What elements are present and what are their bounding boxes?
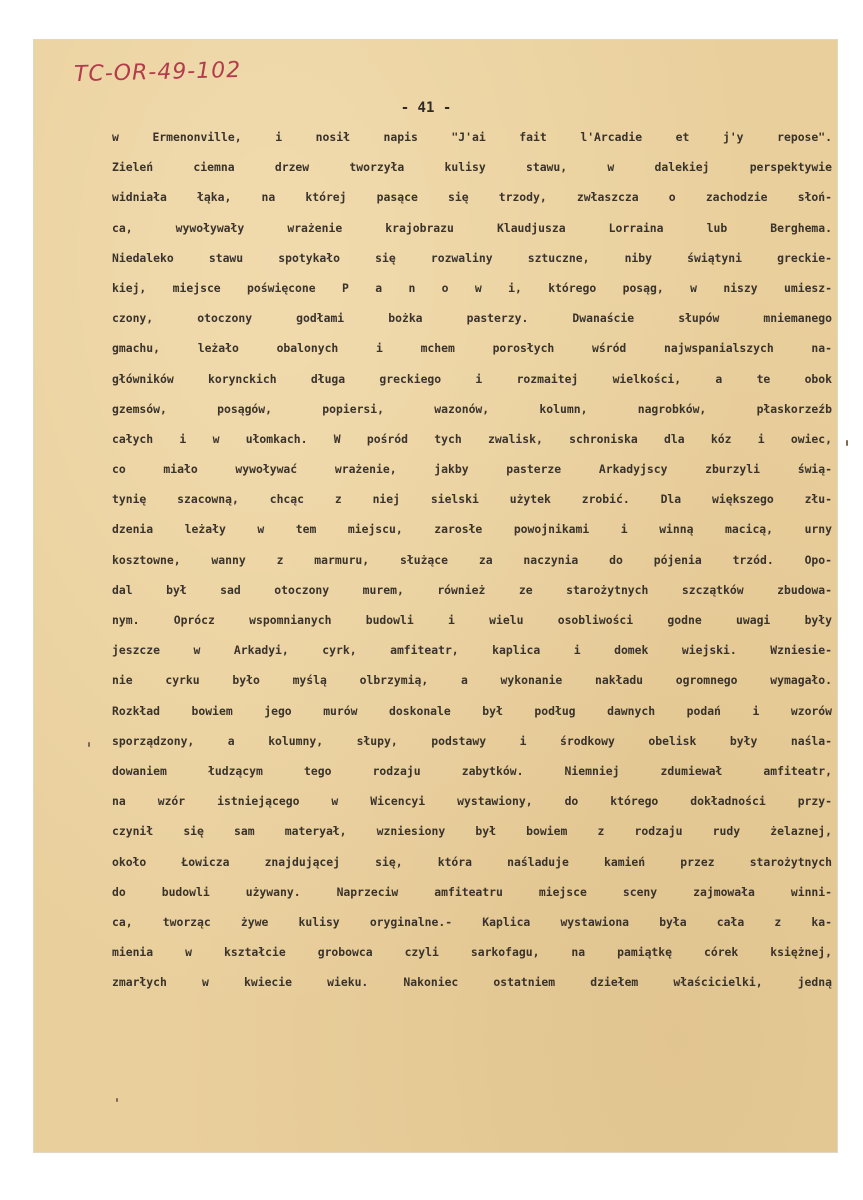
text-line: kosztowne, wanny z marmuru, służące za naczynia do pójenia trzód. Opo- bbox=[112, 552, 832, 567]
text-line: nym. Oprócz wspomnianych budowli i wielu osobliwości godne uwagi były bbox=[112, 613, 832, 627]
text-line: nie cyrku było myślą olbrzymią, a wykonanie nakładu ogromnego wymagało. bbox=[112, 673, 832, 688]
text-line: gmachu, leżało obalonych i mchem porosłych wśród najwspanialszych na- bbox=[112, 341, 832, 356]
document-page bbox=[34, 40, 837, 1152]
paper-speck bbox=[88, 742, 90, 747]
text-line: do budowli używany. Naprzeciw amfiteatru miejsce sceny zajmowała winni- bbox=[112, 884, 832, 899]
text-line: widniała łąka, na której pasące się trzody, zwłaszcza o zachodzie słoń- bbox=[112, 190, 832, 205]
text-line: gzemsów, posągów, popiersi, wazonów, kolumn, nagrobków, płaskorzeźb bbox=[112, 401, 832, 416]
text-line: około Łowicza znajdującej się, która naśladuje kamień przez starożytnych bbox=[112, 854, 832, 869]
text-line: ca, tworząc żywe kulisy oryginalne.- Kaplica wystawiona była cała z ka- bbox=[112, 914, 832, 929]
text-line: czony, otoczony godłami bożka pasterzy. Dwanaście słupów mniemanego bbox=[112, 311, 832, 326]
text-line: tynię szacowną, chcąc z niej sielski użytek zrobić. Dla większego złu- bbox=[112, 492, 832, 507]
text-line: co miało wywoływać wrażenie, jakby pasterze Arkadyjscy zburzyli świą- bbox=[112, 462, 832, 477]
text-line: zmarłych w kwiecie wieku. Nakoniec ostatniem dziełem właścicielki, jedną bbox=[112, 975, 832, 990]
text-line: dzenia leżały w tem miejscu, zarosłe powojnikami i winną macicą, urny bbox=[112, 522, 832, 537]
text-line: główników korynckich długa greckiego i rozmaitej wielkości, a te obok bbox=[112, 371, 832, 386]
paper-speck bbox=[846, 440, 848, 446]
text-line: czynił się sam materyał, wzniesiony był bowiem z rodzaju rudy żelaznej, bbox=[112, 824, 832, 839]
archive-reference-code: TC-OR-49-102 bbox=[73, 57, 242, 88]
text-line: jeszcze w Arkadyi, cyrk, amfiteatr, kaplica i domek wiejski. Wzniesie- bbox=[112, 643, 832, 658]
page-number: - 41 - bbox=[400, 100, 452, 116]
text-line: kiej, miejsce poświęcone P a n o w i, którego posąg, w niszy umiesz- bbox=[112, 280, 832, 295]
text-line: całych i w ułomkach. W pośród tych zwalisk, schroniska dla kóz i owiec, bbox=[112, 431, 832, 446]
text-line: dowaniem łudzącym tego rodzaju zabytków. Niemniej zdumiewał amfiteatr, bbox=[112, 763, 832, 778]
text-line: mienia w kształcie grobowca czyli sarkofagu, na pamiątkę córek księżnej, bbox=[112, 945, 832, 960]
text-line: dal był sad otoczony murem, również ze starożytnych szczątków zbudowa- bbox=[112, 582, 832, 597]
text-line: Niedaleko stawu spotykało się rozwaliny sztuczne, niby świątyni greckie- bbox=[112, 250, 832, 265]
text-line: Rozkład bowiem jego murów doskonale był podług dawnych podań i wzorów bbox=[112, 703, 832, 718]
text-line: sporządzony, a kolumny, słupy, podstawy i środkowy obelisk były naśla- bbox=[112, 733, 832, 748]
text-line: Zieleń ciemna drzew tworzyła kulisy stawu, w dalekiej perspektywie bbox=[112, 160, 832, 175]
paper-speck bbox=[116, 1098, 118, 1102]
text-line: ca, wywoływały wrażenie krajobrazu Klaudjusza Lorraina lub Berghema. bbox=[112, 220, 832, 235]
body-text bbox=[112, 122, 832, 997]
text-line: na wzór istniejącego w Wicencyi wystawiony, do którego dokładności przy- bbox=[112, 794, 832, 809]
text-line: w Ermenonville, i nosił napis "J'ai fait l'Arcadie et j'y repose". bbox=[112, 130, 832, 144]
